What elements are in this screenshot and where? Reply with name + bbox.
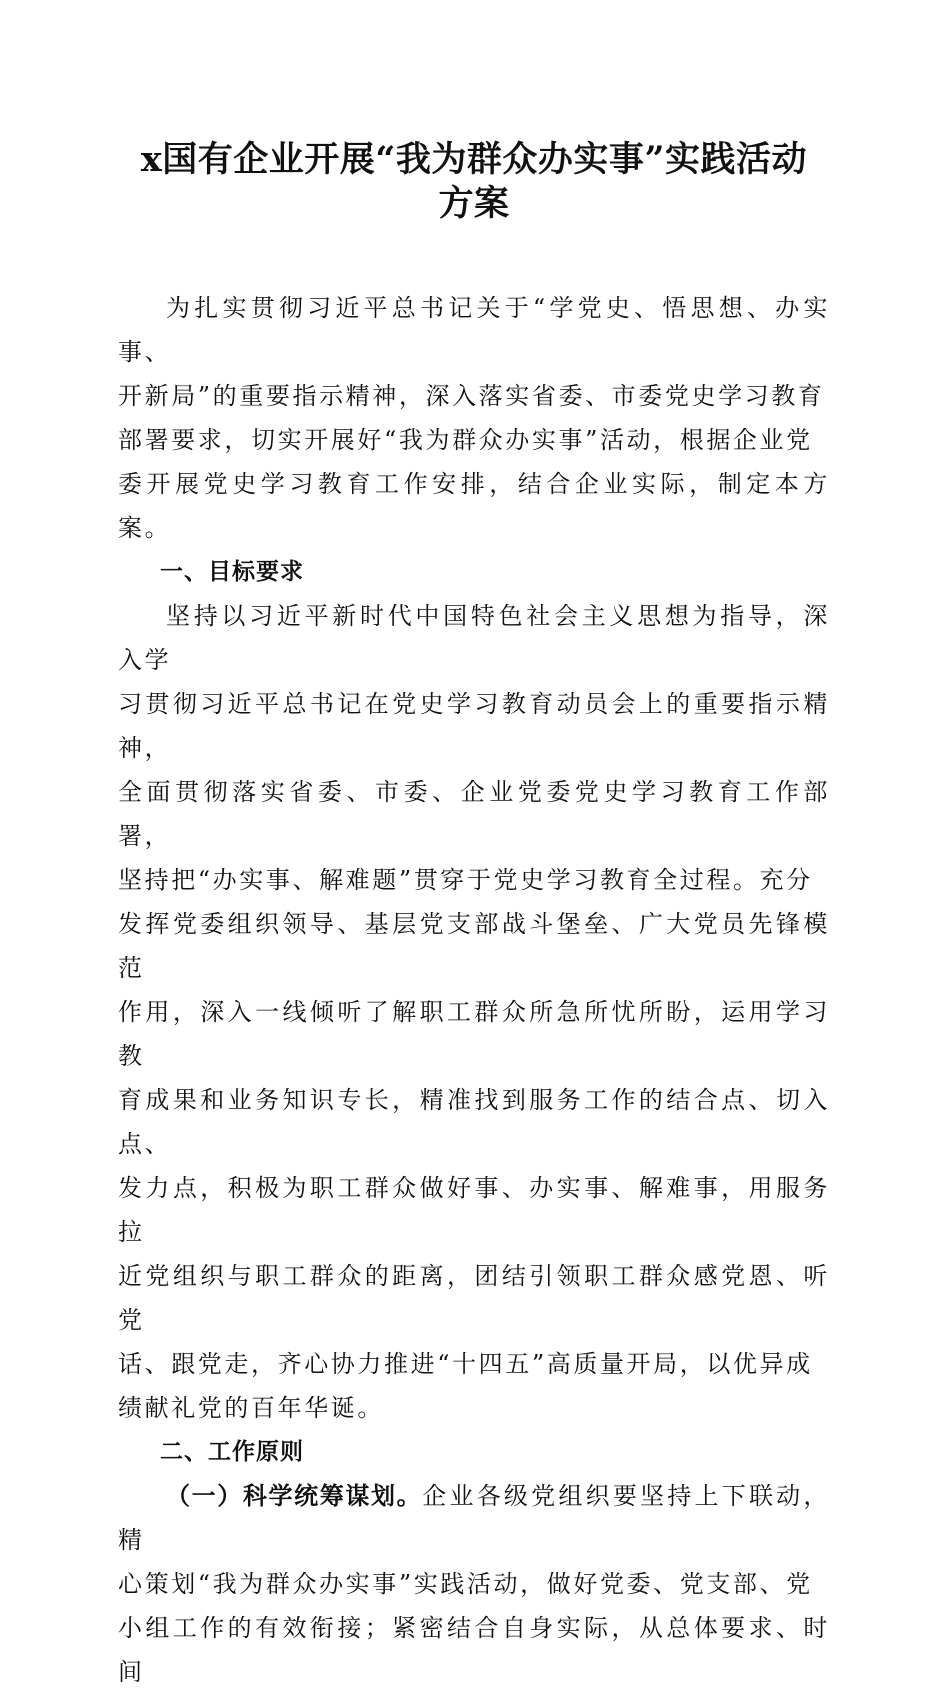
text-line: 话、跟党走，齐心协力推进“十四五”高质量开局，以优异成	[118, 1350, 813, 1378]
principles-paragraph	[118, 1474, 830, 1694]
text-line: 发力点，积极为职工群众做好事、办实事、解难事，用服务拉	[118, 1174, 830, 1246]
intro-paragraph	[118, 286, 830, 550]
text-line: 心策划“我为群众办实事”实践活动，做好党委、党支部、党	[118, 1570, 813, 1598]
text-line: 近党组织与职工群众的距离，团结引领职工群众感党恩、听党	[118, 1262, 830, 1334]
item-lead: （一）科学统筹谋划。	[166, 1482, 423, 1510]
section-heading-goals: 一、目标要求	[160, 559, 304, 585]
text-line: 绩献礼党的百年华诞。	[118, 1394, 384, 1422]
text-line: 坚持以习近平新时代中国特色社会主义思想为指导，深入学	[118, 602, 830, 674]
document-title	[118, 138, 830, 226]
text-line: 部署要求，切实开展好“我为群众办实事”活动，根据企业党	[118, 426, 813, 454]
text-line: 发挥党委组织领导、基层党支部战斗堡垒、广大党员先锋模范	[118, 910, 830, 982]
section-heading-principles: 二、工作原则	[160, 1439, 304, 1465]
document-body	[118, 286, 830, 1694]
text-line	[118, 1474, 830, 1562]
document-page	[118, 138, 830, 1694]
text-line: 小组工作的有效衔接；紧密结合自身实际，从总体要求、时间	[118, 1614, 830, 1686]
title-line-1: x国有企业开展“我为群众办实事”实践活动	[140, 139, 808, 180]
text-line: 委开展党史学习教育工作安排，结合企业实际，制定本方案。	[118, 470, 830, 542]
goals-paragraph	[118, 594, 830, 1430]
text-line: 全面贯彻落实省委、市委、企业党委党史学习教育工作部署，	[118, 778, 830, 850]
text-line: 开新局”的重要指示精神，深入落实省委、市委党史学习教育	[118, 382, 825, 410]
item-text: 企业各级党组织要坚持上下联动，精	[118, 1482, 830, 1554]
text-line: 坚持把“办实事、解难题”贯穿于党史学习教育全过程。充分	[118, 866, 813, 894]
text-line: 习贯彻习近平总书记在党史学习教育动员会上的重要指示精神，	[118, 690, 830, 762]
text-line: 作用，深入一线倾听了解职工群众所急所忧所盼，运用学习教	[118, 998, 830, 1070]
text-line: 育成果和业务知识专长，精准找到服务工作的结合点、切入点、	[118, 1086, 830, 1158]
title-line-2: 方案	[438, 183, 510, 224]
text-line: 为扎实贯彻习近平总书记关于“学党史、悟思想、办实事、	[118, 294, 830, 366]
